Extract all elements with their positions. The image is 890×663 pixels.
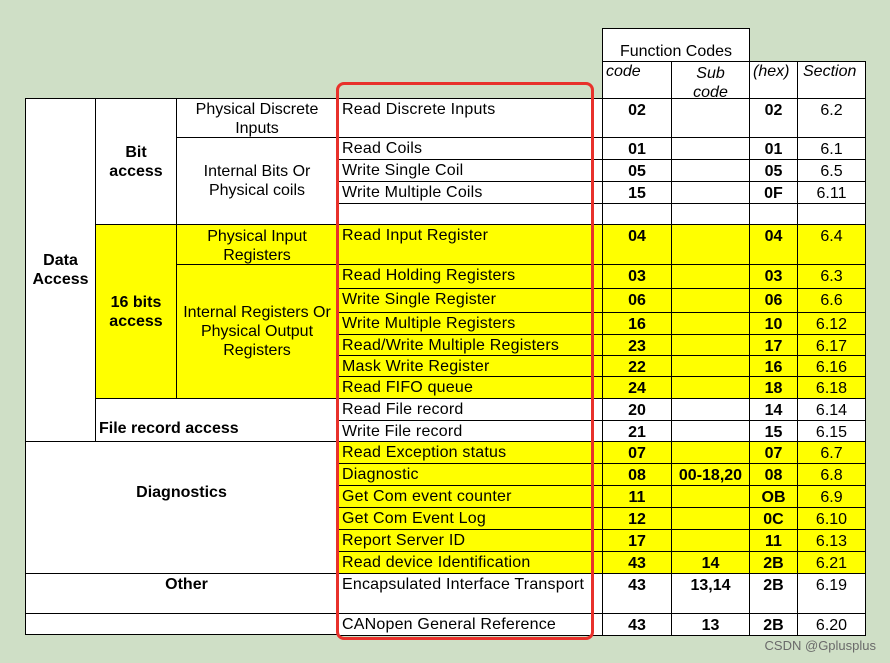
row-code-value: 07 [628, 445, 646, 462]
group-internal-registers [176, 264, 338, 399]
row-code-value: 12 [628, 511, 646, 528]
row-code-value: 05 [628, 163, 646, 180]
row-section-value: 6.5 [820, 163, 843, 180]
row-sub-cell [671, 264, 750, 289]
row-code-value: 20 [628, 402, 646, 419]
row-section-value: 6.7 [820, 445, 843, 462]
row-hex-value: 2B [763, 617, 784, 634]
row-name-cell [338, 507, 603, 530]
row-name-value: Mask Write Register [342, 358, 490, 375]
row-name-value: CANopen General Reference [342, 616, 557, 633]
row-sub-cell [671, 334, 750, 356]
row-code-cell [602, 507, 672, 530]
row-name-value: Write Multiple Coils [342, 184, 483, 201]
group-diagnostics [25, 441, 338, 574]
row-hex-cell [749, 288, 798, 313]
row-hex-cell [749, 441, 798, 464]
sub-code-header [671, 61, 750, 99]
row-sub-cell [671, 551, 750, 574]
row-code-cell [602, 264, 672, 289]
row-name-value: Report Server ID [342, 532, 466, 549]
row-code-cell [602, 181, 672, 204]
row-section-value: 6.16 [815, 359, 848, 376]
row-name-cell [338, 355, 603, 377]
group-file-record-access [95, 398, 338, 442]
row-code-cell [602, 224, 672, 265]
row-code-cell [602, 573, 672, 614]
row-hex-cell [749, 398, 798, 421]
row-code-value: 21 [628, 424, 646, 441]
group-data-access [25, 98, 96, 442]
row-name-cell [338, 485, 603, 508]
row-section-cell [797, 613, 866, 636]
row-section-value: 6.11 [816, 185, 847, 202]
row-name-value: Read Coils [342, 140, 423, 157]
row-section-value: 6.18 [815, 380, 848, 397]
row-section-cell [797, 203, 866, 225]
row-hex-value: 06 [764, 292, 783, 309]
function-codes-header [602, 28, 750, 62]
row-name-value: Write Single Register [342, 291, 497, 308]
hex-header-label: (hex) [753, 63, 790, 80]
row-code-cell [602, 551, 672, 574]
row-name-cell [338, 98, 603, 138]
group-other-bottom [25, 613, 338, 635]
row-section-cell [797, 551, 866, 574]
row-name-value: Read/Write Multiple Registers [342, 337, 560, 354]
row-code-value: 43 [628, 617, 646, 634]
row-sub-cell [671, 507, 750, 530]
bit-access-label: Bit access [109, 143, 163, 180]
row-sub-cell [671, 376, 750, 399]
row-section-value: 6.13 [815, 533, 848, 550]
row-hex-cell [749, 181, 798, 204]
row-section-cell [797, 376, 866, 399]
row-sub-cell [671, 420, 750, 442]
sixteen-bits-access-label: 16 bits access [109, 293, 163, 330]
row-section-value: 6.8 [820, 467, 843, 484]
row-section-value: 6.14 [815, 402, 848, 419]
row-code-cell [602, 398, 672, 421]
row-sub-cell [671, 312, 750, 335]
row-code-cell [602, 334, 672, 356]
row-code-cell [602, 485, 672, 508]
row-hex-cell [749, 264, 798, 289]
row-sub-cell [671, 181, 750, 204]
row-sub-cell [671, 529, 750, 552]
row-hex-cell [749, 159, 798, 182]
row-section-cell [797, 573, 866, 614]
row-hex-value: 18 [764, 380, 783, 397]
row-name-cell [338, 376, 603, 399]
row-hex-cell [749, 312, 798, 335]
row-section-value: 6.6 [820, 292, 843, 309]
row-name-cell [338, 181, 603, 204]
row-code-value: 23 [628, 338, 646, 355]
row-hex-value: 14 [764, 402, 783, 419]
row-sub-value: 14 [701, 555, 720, 572]
row-hex-cell [749, 551, 798, 574]
row-sub-cell [671, 398, 750, 421]
row-section-cell [797, 355, 866, 377]
row-section-cell [797, 312, 866, 335]
row-section-value: 6.2 [820, 102, 843, 119]
row-section-value: 6.12 [815, 316, 848, 333]
internal-bits-label: Internal Bits Or Physical coils [203, 163, 311, 199]
diagnostics-label: Diagnostics [136, 484, 227, 501]
row-sub-cell [671, 441, 750, 464]
row-section-value: 6.9 [820, 489, 843, 506]
row-code-value: 22 [628, 359, 646, 376]
row-name-cell [338, 288, 603, 313]
row-name-cell [338, 224, 603, 265]
row-section-cell [797, 463, 866, 486]
row-hex-cell [749, 376, 798, 399]
row-name-cell [338, 613, 603, 636]
group-physical-discrete-inputs [176, 98, 338, 138]
sub-code-header-label: Sub code [693, 65, 728, 99]
row-code-value: 15 [628, 185, 646, 202]
row-section-cell [797, 137, 866, 160]
row-sub-cell [671, 137, 750, 160]
row-hex-cell [749, 334, 798, 356]
row-name-cell [338, 529, 603, 552]
row-code-value: 43 [628, 555, 646, 572]
row-hex-cell [749, 224, 798, 265]
row-hex-cell [749, 98, 798, 138]
row-section-value: 6.20 [815, 617, 848, 634]
row-hex-cell [749, 507, 798, 530]
row-name-value: Read File record [342, 401, 464, 418]
row-code-value: 06 [628, 292, 646, 309]
row-hex-value: 11 [765, 533, 782, 550]
row-section-cell [797, 264, 866, 289]
row-sub-value: 13,14 [690, 577, 731, 594]
row-name-value: Write Single Coil [342, 162, 464, 179]
code-header-label: code [606, 63, 641, 80]
row-section-value: 6.19 [815, 577, 848, 594]
row-code-value: 08 [628, 467, 646, 484]
row-code-cell [602, 420, 672, 442]
row-hex-value: 2B [763, 555, 784, 572]
row-section-value: 6.1 [820, 141, 843, 158]
row-sub-value: 13 [701, 617, 720, 634]
row-sub-cell [671, 159, 750, 182]
row-section-cell [797, 420, 866, 442]
row-section-cell [797, 334, 866, 356]
row-hex-value: 10 [764, 316, 783, 333]
hex-header [749, 61, 798, 99]
row-code-cell [602, 312, 672, 335]
row-name-value: Read Discrete Inputs [342, 101, 496, 118]
row-hex-cell [749, 573, 798, 614]
row-code-cell [602, 98, 672, 138]
row-name-cell [338, 551, 603, 574]
row-hex-cell [749, 203, 798, 225]
row-sub-value: 00-18,20 [678, 467, 743, 484]
row-code-value: 16 [628, 316, 646, 333]
row-section-cell [797, 224, 866, 265]
row-hex-value: 0F [764, 185, 783, 202]
row-hex-cell [749, 463, 798, 486]
group-bit-access [95, 98, 177, 225]
section-header [797, 61, 866, 99]
group-physical-input-registers [176, 224, 338, 265]
row-sub-cell [671, 613, 750, 636]
function-codes-label: Function Codes [619, 42, 733, 60]
row-code-value: 03 [628, 268, 646, 285]
row-hex-value: 17 [764, 338, 783, 355]
other-label: Other [165, 576, 208, 593]
row-name-cell [338, 159, 603, 182]
internal-registers-label: Internal Registers Or Physical Output Registers [183, 304, 331, 359]
row-name-value: Write File record [342, 423, 463, 440]
row-name-cell [338, 398, 603, 421]
row-name-value: Write Multiple Registers [342, 315, 516, 332]
row-code-cell [602, 529, 672, 552]
row-code-value: 24 [628, 380, 646, 397]
row-hex-value: 0C [763, 511, 784, 528]
row-code-cell [602, 355, 672, 377]
row-section-cell [797, 159, 866, 182]
row-hex-value: 04 [764, 228, 783, 245]
row-name-value: Read Input Register [342, 227, 489, 244]
row-name-value: Get Com event counter [342, 488, 512, 505]
row-code-cell [602, 203, 672, 225]
row-hex-value: 02 [764, 102, 783, 119]
row-hex-cell [749, 137, 798, 160]
row-section-cell [797, 507, 866, 530]
row-name-value: Read FIFO queue [342, 379, 474, 396]
row-code-cell [602, 288, 672, 313]
row-hex-value: 08 [764, 467, 783, 484]
row-name-cell [338, 334, 603, 356]
row-hex-cell [749, 355, 798, 377]
group-16-bits-access [95, 224, 177, 399]
row-section-cell [797, 441, 866, 464]
row-code-value: 02 [628, 102, 646, 119]
watermark: CSDN @Gplusplus [764, 638, 876, 653]
row-hex-value: 15 [764, 424, 783, 441]
row-hex-cell [749, 529, 798, 552]
row-hex-value: 2B [763, 577, 784, 594]
row-sub-cell [671, 463, 750, 486]
row-name-cell [338, 137, 603, 160]
physical-discrete-inputs-label: Physical Discrete Inputs [195, 101, 319, 137]
row-sub-cell [671, 224, 750, 265]
row-sub-cell [671, 485, 750, 508]
row-sub-cell [671, 355, 750, 377]
row-name-cell [338, 441, 603, 464]
row-name-cell [338, 463, 603, 486]
row-section-value: 6.4 [820, 228, 843, 245]
row-code-value: 04 [628, 228, 646, 245]
row-sub-cell [671, 98, 750, 138]
row-code-value: 17 [628, 533, 646, 550]
row-code-cell [602, 463, 672, 486]
row-name-value: Read Holding Registers [342, 267, 516, 284]
row-hex-value: OB [761, 489, 786, 506]
row-section-cell [797, 529, 866, 552]
row-code-cell [602, 441, 672, 464]
code-header [602, 61, 672, 99]
row-code-cell [602, 137, 672, 160]
row-hex-value: 16 [764, 359, 783, 376]
row-code-cell [602, 159, 672, 182]
group-internal-bits [176, 137, 338, 225]
row-section-cell [797, 485, 866, 508]
row-name-cell [338, 573, 603, 614]
row-name-value: Read Exception status [342, 444, 507, 461]
row-hex-cell [749, 613, 798, 636]
row-section-value: 6.15 [815, 424, 848, 441]
row-hex-value: 05 [764, 163, 783, 180]
row-name-value: Encapsulated Interface Transport [342, 576, 585, 593]
row-hex-value: 03 [764, 268, 783, 285]
row-section-value: 6.21 [815, 555, 848, 572]
row-section-value: 6.17 [815, 338, 848, 355]
row-code-value: 11 [628, 489, 646, 506]
row-code-cell [602, 376, 672, 399]
row-section-cell [797, 398, 866, 421]
row-sub-cell [671, 203, 750, 225]
row-name-cell [338, 264, 603, 289]
row-sub-cell [671, 573, 750, 614]
row-hex-cell [749, 420, 798, 442]
row-sub-cell [671, 288, 750, 313]
row-code-value: 43 [628, 577, 646, 594]
row-hex-cell [749, 485, 798, 508]
row-section-cell [797, 181, 866, 204]
row-hex-value: 07 [764, 445, 783, 462]
row-name-value: Get Com Event Log [342, 510, 486, 527]
row-section-value: 6.3 [820, 268, 843, 285]
group-other [25, 573, 338, 614]
row-name-value: Read device Identification [342, 554, 531, 571]
row-section-value: 6.10 [815, 511, 848, 528]
section-header-label: Section [803, 63, 857, 80]
row-name-cell [338, 312, 603, 335]
row-name-cell [338, 420, 603, 442]
file-record-access-label: File record access [99, 420, 239, 437]
row-section-cell [797, 288, 866, 313]
data-access-label: Data Access [32, 252, 89, 288]
physical-input-registers-label: Physical Input Registers [207, 228, 307, 264]
row-name-value: Diagnostic [342, 466, 419, 483]
row-section-cell [797, 98, 866, 138]
row-code-value: 01 [628, 141, 646, 158]
row-code-cell [602, 613, 672, 636]
row-name-cell [338, 203, 603, 225]
row-hex-value: 01 [764, 141, 783, 158]
